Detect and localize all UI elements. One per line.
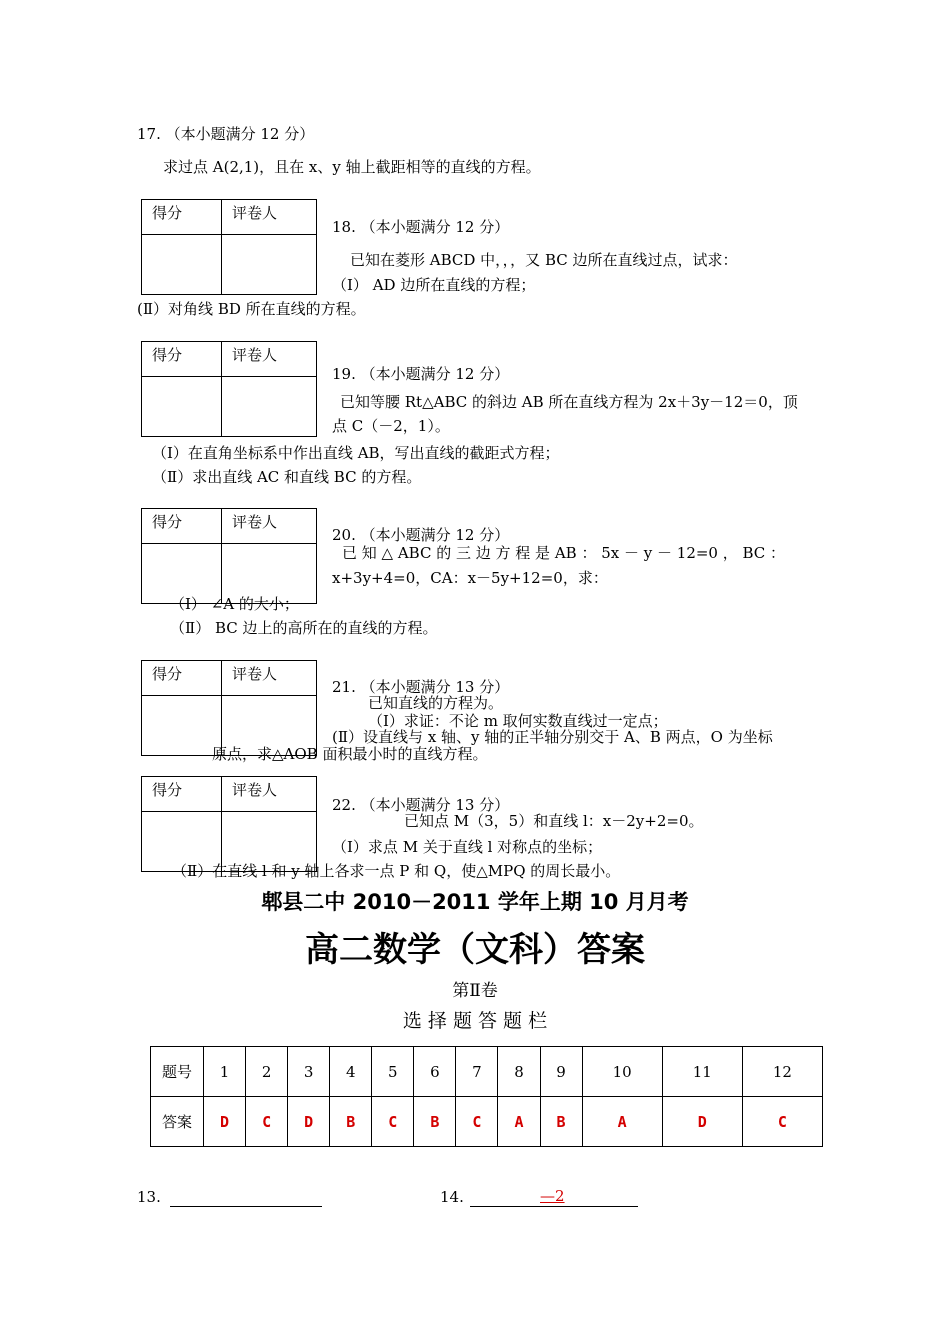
question-number: 5 bbox=[372, 1047, 414, 1097]
answer-subtitle: 高二数学（文科）答案 bbox=[305, 930, 645, 970]
question-number: 10 bbox=[582, 1047, 662, 1097]
q22-part1: （Ⅰ）求点 M 关于直线 l 对称点的坐标； bbox=[332, 838, 603, 856]
q14-answer: —2 bbox=[540, 1187, 565, 1205]
q21-part1: （Ⅰ）求证：不论 m 取何实数直线过一定点； bbox=[368, 712, 668, 730]
answer-title: 郫县二中 2010－2011 学年上期 10 月月考 bbox=[261, 890, 689, 914]
answer-cell: B bbox=[540, 1097, 582, 1147]
q22-heading: 22. （本小题满分 13 分） bbox=[332, 796, 510, 814]
score-box-q19 bbox=[141, 341, 317, 437]
question-number: 4 bbox=[330, 1047, 372, 1097]
score-label: 得分 bbox=[152, 204, 183, 222]
grader-label: 评卷人 bbox=[232, 346, 278, 364]
answer-cell: D bbox=[662, 1097, 742, 1147]
score-label: 得分 bbox=[152, 781, 183, 799]
grader-label: 评卷人 bbox=[232, 204, 278, 222]
row-label: 答案 bbox=[151, 1097, 204, 1147]
table-row bbox=[151, 1097, 823, 1147]
answer-cell: D bbox=[288, 1097, 330, 1147]
q20-heading: 20. （本小题满分 12 分） bbox=[332, 526, 510, 544]
q22-body: 已知点 M（3，5）和直线 l：x－2y+2=0。 bbox=[404, 812, 704, 830]
grader-label: 评卷人 bbox=[232, 665, 278, 683]
answer-cell: C bbox=[246, 1097, 288, 1147]
q18-body: 已知在菱形 ABCD 中，，，又 BC 边所在直线过点，试求： bbox=[350, 251, 738, 269]
question-number: 3 bbox=[288, 1047, 330, 1097]
q20-part1: （Ⅰ） ∠A 的大小； bbox=[170, 595, 299, 613]
q20-body-line1: 已 知 △ ABC 的 三 边 方 程 是 AB ： 5x － y － 12=0 ， BC ： bbox=[342, 544, 786, 562]
answer-cell: C bbox=[742, 1097, 822, 1147]
volume-label: 第Ⅱ卷 bbox=[452, 981, 498, 1001]
q13-label: 13. bbox=[137, 1188, 161, 1206]
question-number: 6 bbox=[414, 1047, 456, 1097]
q19-part1: （Ⅰ）在直角坐标系中作出直线 AB，写出直线的截距式方程； bbox=[152, 444, 560, 462]
answer-cell: A bbox=[582, 1097, 662, 1147]
score-box-q21 bbox=[141, 660, 317, 756]
grader-label: 评卷人 bbox=[232, 513, 278, 531]
q21-part2-line1: (Ⅱ）设直线与 x 轴、y 轴的正半轴分别交于 A、B 两点，O 为坐标 bbox=[332, 728, 773, 746]
score-label: 得分 bbox=[152, 513, 183, 531]
grader-label: 评卷人 bbox=[232, 781, 278, 799]
q19-heading: 19. （本小题满分 12 分） bbox=[332, 365, 510, 383]
q18-heading: 18. （本小题满分 12 分） bbox=[332, 218, 510, 236]
q19-body-line2: 点 C（－2，1）。 bbox=[332, 417, 450, 435]
q17-heading: 17. （本小题满分 12 分） bbox=[137, 125, 315, 143]
question-number: 7 bbox=[456, 1047, 498, 1097]
q20-part2: （Ⅱ） BC 边上的高所在的直线的方程。 bbox=[170, 619, 438, 637]
answer-table bbox=[150, 1046, 823, 1147]
q18-part1: （Ⅰ） AD 边所在直线的方程； bbox=[332, 276, 536, 294]
q20-body-line2: x+3y+4=0，CA：x－5y+12=0，求： bbox=[332, 569, 608, 587]
question-number: 1 bbox=[204, 1047, 246, 1097]
score-box-q22 bbox=[141, 776, 317, 872]
question-number: 8 bbox=[498, 1047, 540, 1097]
answer-cell: B bbox=[330, 1097, 372, 1147]
answer-cell: C bbox=[372, 1097, 414, 1147]
q14-answer-blank bbox=[470, 1188, 638, 1207]
answer-cell: C bbox=[456, 1097, 498, 1147]
q13-answer-blank bbox=[170, 1188, 322, 1207]
question-number: 12 bbox=[742, 1047, 822, 1097]
q21-part2-line2: 原点，求△AOB 面积最小时的直线方程。 bbox=[212, 745, 488, 763]
score-box-q20 bbox=[141, 508, 317, 604]
question-number: 9 bbox=[540, 1047, 582, 1097]
answer-cell: B bbox=[414, 1097, 456, 1147]
row-label: 题号 bbox=[151, 1047, 204, 1097]
q21-body: 已知直线的方程为。 bbox=[368, 694, 504, 712]
table-row bbox=[151, 1047, 823, 1097]
q17-body: 求过点 A(2,1)，且在 x、y 轴上截距相等的直线的方程。 bbox=[163, 158, 541, 176]
answer-cell: A bbox=[498, 1097, 540, 1147]
score-label: 得分 bbox=[152, 665, 183, 683]
question-number: 2 bbox=[246, 1047, 288, 1097]
q18-part2: (Ⅱ）对角线 BD 所在直线的方程。 bbox=[137, 300, 366, 318]
q22-part2: （Ⅱ）在直线 l 和 y 轴上各求一点 P 和 Q，使△MPQ 的周长最小。 bbox=[172, 862, 621, 880]
section-label: 选 择 题 答 题 栏 bbox=[402, 1010, 548, 1032]
question-number: 11 bbox=[662, 1047, 742, 1097]
answer-cell: D bbox=[204, 1097, 246, 1147]
q19-body-line1: 已知等腰 Rt△ABC 的斜边 AB 所在直线方程为 2x＋3y－12＝0，顶 bbox=[340, 393, 798, 411]
q19-part2: （Ⅱ）求出直线 AC 和直线 BC 的方程。 bbox=[152, 468, 422, 486]
score-label: 得分 bbox=[152, 346, 183, 364]
q14-label: 14. bbox=[440, 1188, 464, 1206]
q21-heading: 21. （本小题满分 13 分） bbox=[332, 678, 510, 696]
score-box-q18 bbox=[141, 199, 317, 295]
